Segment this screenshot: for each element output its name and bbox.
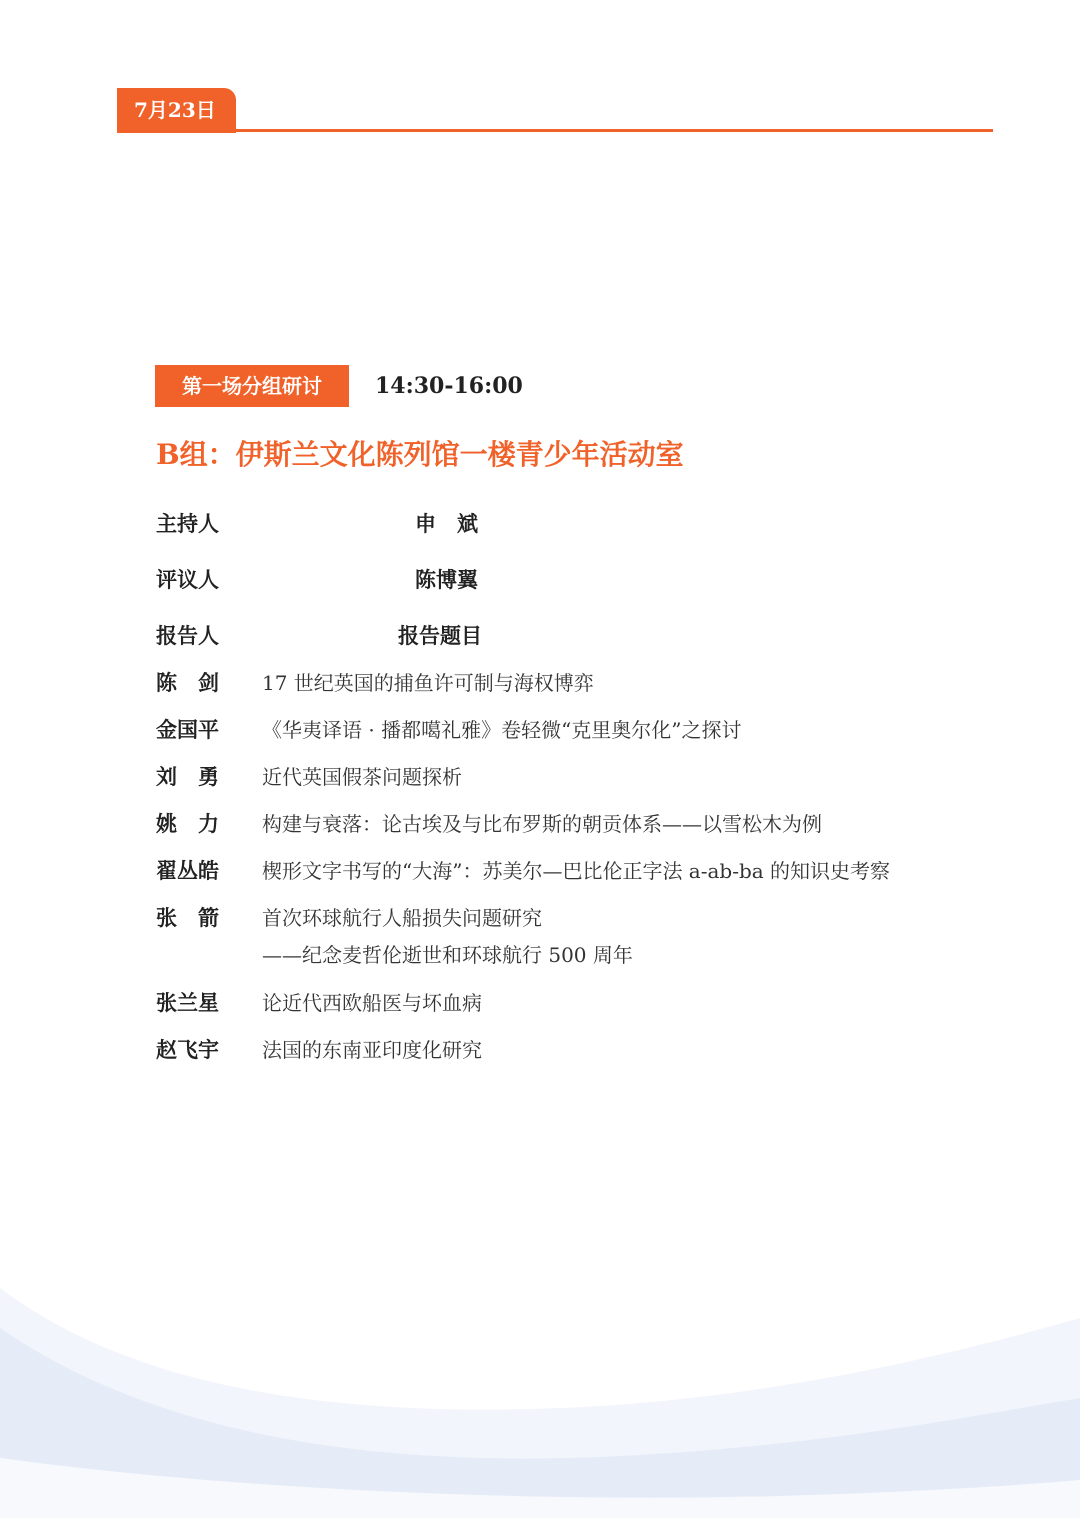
session-tag: 第一场分组研讨 (155, 365, 349, 407)
presentation-title: 法国的东南亚印度化研究 (262, 1038, 482, 1062)
date-label: 7月23日 (134, 98, 216, 122)
presenter-name: 张兰星 (156, 990, 219, 1015)
presentation-title: 近代英国假茶问题探析 (262, 765, 462, 789)
presenter-name: 翟丛皓 (156, 858, 219, 883)
list-item (156, 856, 1016, 886)
footer-waves-decoration (0, 1218, 1080, 1518)
host-name: 申 斌 (415, 511, 478, 536)
list-item (156, 715, 1016, 745)
presenter-name: 张 箭 (156, 905, 219, 930)
list-item (156, 1035, 1016, 1065)
list-item (156, 809, 1016, 839)
list-item (156, 762, 1016, 792)
presentation-subtitle: ——纪念麦哲伦逝世和环球航行 500 周年 (262, 943, 633, 967)
presentation-title: 论近代西欧船医与坏血病 (262, 991, 482, 1015)
group-title: B组：伊斯兰文化陈列馆一楼青少年活动室 (156, 438, 684, 471)
list-item (156, 903, 1016, 970)
list-item (156, 668, 1016, 698)
presentation-list (156, 668, 1016, 1082)
presentation-title: 首次环球航行人船损失问题研究 (262, 906, 542, 930)
reviewer-name: 陈博翼 (415, 567, 478, 592)
session-time: 14:30-16:00 (375, 373, 523, 399)
presenter-name: 姚 力 (156, 811, 219, 836)
presenter-label: 报告人 (156, 623, 219, 648)
reviewer-label: 评议人 (156, 567, 219, 592)
presenter-name: 赵飞宇 (156, 1037, 219, 1062)
date-tab (117, 88, 236, 133)
presentation-title: 《华夷译语 · 播都噶礼雅》卷轻微“克里奥尔化”之探讨 (262, 718, 742, 742)
presentation-title: 楔形文字书写的“大海”：苏美尔—巴比伦正字法 a-ab-ba 的知识史考察 (262, 859, 891, 883)
header-divider (117, 129, 993, 132)
topic-header: 报告题目 (398, 623, 482, 648)
presenter-name: 刘 勇 (156, 764, 219, 789)
host-label: 主持人 (156, 511, 219, 536)
list-item (156, 988, 1016, 1018)
presentation-title: 构建与衰落：论古埃及与比布罗斯的朝贡体系——以雪松木为例 (262, 812, 822, 836)
presentation-title: 17 世纪英国的捕鱼许可制与海权博弈 (262, 671, 594, 695)
presenter-name: 陈 剑 (156, 670, 219, 695)
presenter-name: 金国平 (156, 717, 219, 742)
